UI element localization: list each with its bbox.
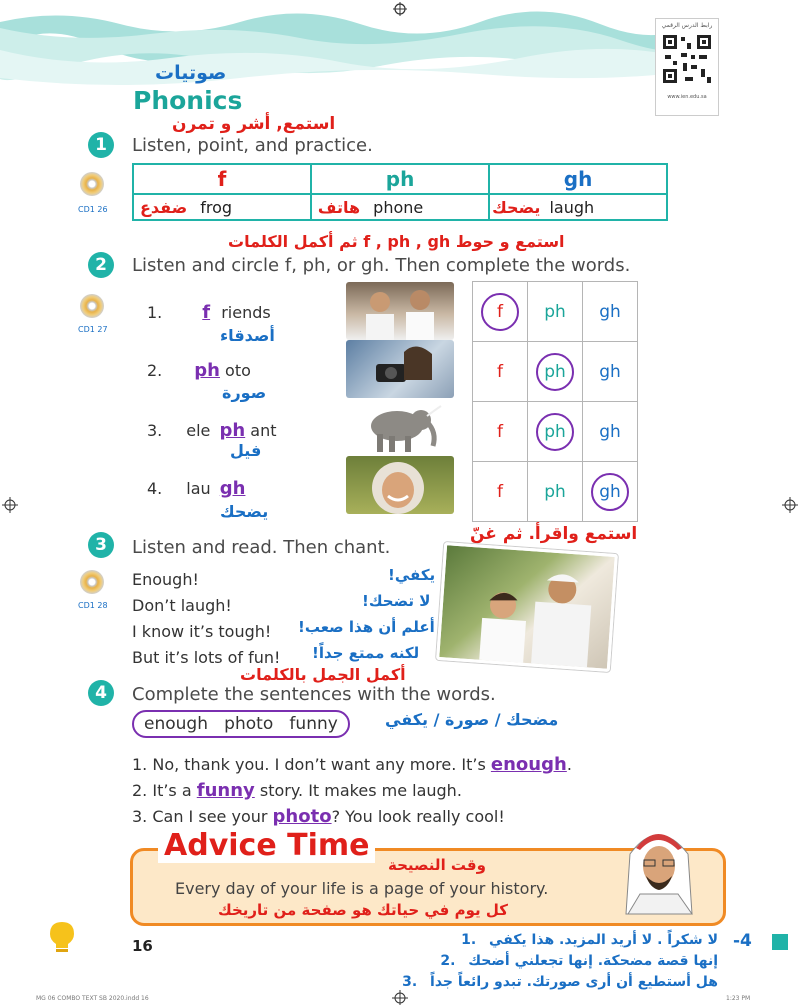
header-gh: gh [489, 164, 667, 194]
item-4 [147, 478, 245, 499]
item-answer: f [202, 302, 211, 323]
item-1-ar: أصدقاء [220, 326, 275, 345]
registration-mark-icon [2, 497, 18, 513]
registration-mark-icon [782, 497, 798, 513]
cell-frog [133, 194, 311, 220]
translation-number: .1 [461, 932, 477, 948]
sentence-text: story. It makes me laugh. [254, 781, 462, 800]
sentence-3 [132, 804, 572, 830]
word-ar: هاتف [317, 197, 361, 217]
cell-laugh [489, 194, 667, 220]
word-bank-ar: مضحك / صورة / يكفي [385, 710, 559, 729]
ex1-number-badge: 1 [88, 132, 114, 158]
ex1-title-ar: استمع, أشر و تمرن [172, 114, 336, 134]
ex3-title-ar: استمع واقرأ. ثم غنّ [470, 524, 638, 544]
sentence-text: . [566, 755, 572, 774]
advice-title-ar: وقت النصيحة [388, 856, 486, 874]
chant-ar-4: لكنه ممتع جداً! [312, 644, 420, 662]
cd-track-label: CD1 28 [78, 601, 108, 610]
registration-mark-icon [392, 990, 408, 1005]
qr-caption: رابط الدرس الرقمي [661, 22, 713, 29]
item-suffix: oto [219, 361, 251, 380]
option-label: ph [544, 481, 566, 502]
word-ar: يضحك [492, 197, 541, 217]
teal-marker [772, 934, 788, 950]
phonics-title-ar: صوتيات [155, 62, 227, 84]
sentence-text: ? You look really cool! [331, 807, 505, 826]
chant-line: I know it’s tough! [132, 622, 272, 641]
photo-camera [346, 340, 454, 398]
ex4-number-badge: 4 [88, 680, 114, 706]
option-label: gh [599, 421, 621, 442]
option-gh-3[interactable] [583, 402, 638, 462]
option-ph-1[interactable] [528, 282, 583, 342]
ex3-instruction: Listen and read. Then chant. [132, 537, 391, 558]
ex1-instruction: Listen, point, and practice. [132, 135, 373, 156]
sentence-text: 1. No, thank you. I don’t want any more. It’s [132, 755, 491, 774]
chant-line: Enough! [132, 570, 199, 589]
item-2 [147, 360, 251, 381]
item-3 [147, 420, 277, 441]
chant-lines [132, 567, 280, 671]
option-gh-4[interactable] [583, 462, 638, 522]
audio-cd-icon[interactable] [80, 570, 104, 594]
item-answer: gh [219, 478, 246, 499]
translation-line-3 [402, 972, 718, 993]
sentence-answer: photo [272, 806, 332, 827]
item-2-ar: صورة [222, 383, 267, 402]
option-ph-3[interactable] [528, 402, 583, 462]
chant-line: Don’t laugh! [132, 596, 232, 615]
photo-laughing-girl [346, 456, 454, 514]
cell-phone [311, 194, 489, 220]
option-gh-1[interactable] [583, 282, 638, 342]
sentence-answer: enough [490, 754, 567, 775]
option-f-2[interactable] [473, 342, 528, 402]
translation-block [402, 930, 718, 993]
option-label: ph [544, 301, 566, 322]
item-suffix: riends [216, 303, 271, 322]
ex2-title-ar: استمع و حوط f , ph , gh ثم أكمل الكلمات [228, 232, 565, 251]
ex4-instruction: Complete the sentences with the words. [132, 684, 496, 705]
ex2-instruction: Listen and circle f, ph, or gh. Then complete the words. [132, 255, 631, 276]
sentence-2 [132, 778, 572, 804]
print-time: 1:23 PM [726, 995, 751, 1002]
translation-number: .2 [440, 953, 456, 969]
option-label: f [497, 361, 503, 382]
sentence-text: 3. Can I see your [132, 807, 273, 826]
choice-grid [472, 281, 638, 522]
qr-code-icon[interactable] [661, 33, 713, 85]
ex3-number-badge: 3 [88, 532, 114, 558]
item-3-ar: فيل [230, 441, 262, 460]
option-label: f [481, 293, 519, 331]
translation-text: إنها قصة مضحكة. إنها تجعلني أضحك [468, 953, 718, 969]
option-f-1[interactable] [473, 282, 528, 342]
header-f: f [133, 164, 311, 194]
item-answer: ph [219, 420, 246, 441]
option-label: gh [591, 473, 629, 511]
photo-father-son [436, 542, 618, 672]
item-1 [147, 302, 271, 323]
item-answer: ph [194, 360, 220, 381]
chant-ar-1: يكفي! [388, 566, 436, 584]
item-number: 4. [147, 479, 163, 498]
item-number: 1. [147, 303, 163, 322]
word-en: laugh [549, 197, 595, 217]
option-gh-2[interactable] [583, 342, 638, 402]
option-label: f [497, 481, 503, 502]
translation-line-2 [402, 951, 718, 972]
sentence-answer: funny [196, 780, 255, 801]
item-prefix: lau [186, 479, 216, 498]
option-ph-4[interactable] [528, 462, 583, 522]
qr-url[interactable]: www.ien.edu.sa [667, 94, 707, 100]
advice-text: Every day of your life is a page of your history. [175, 879, 549, 898]
chant-ar-2: لا تضحك! [362, 592, 431, 610]
option-label: gh [599, 361, 621, 382]
item-4-ar: يضحك [220, 502, 269, 521]
option-label: ph [536, 353, 574, 391]
ex2-number-badge: 2 [88, 252, 114, 278]
chant-ar-3: أعلم أن هذا صعب! [298, 618, 435, 636]
option-label: gh [599, 301, 621, 322]
audio-cd-icon[interactable] [80, 294, 104, 318]
word-ar: ضفدع [140, 197, 188, 217]
item-number: 3. [147, 421, 163, 440]
translation-text: هل أستطيع أن أرى صورتك. تبدو رائعاً جداً [430, 974, 718, 990]
advice-text-ar: كل يوم في حياتك هو صفحة من تاريخك [218, 901, 508, 919]
page-number: 16 [132, 937, 153, 955]
translation-number: .3 [402, 974, 418, 990]
man-illustration [608, 814, 708, 924]
cd-track-label: CD1 26 [78, 205, 108, 214]
option-f-3[interactable] [473, 402, 528, 462]
option-label: f [497, 421, 503, 442]
audio-cd-icon[interactable] [80, 172, 104, 196]
ex4-title-ar: أكمل الجمل بالكلمات [240, 665, 406, 684]
phonics-title: Phonics [133, 86, 243, 115]
header-ph: ph [311, 164, 489, 194]
phonics-table [132, 163, 668, 221]
sentence-text: 2. It’s a [132, 781, 197, 800]
item-number: 2. [147, 361, 163, 380]
word-bank: enough photo funny [132, 710, 350, 738]
translation-line-1 [402, 930, 718, 951]
file-info: MG 06 COMBO TEXT SB 2020.indd 16 [36, 995, 149, 1002]
qr-card [655, 18, 719, 116]
photo-friends [346, 282, 454, 340]
photo-elephant [355, 398, 450, 456]
sentence-1 [132, 752, 572, 778]
word-en: frog [200, 197, 233, 217]
word-en: phone [373, 197, 424, 217]
cd-track-label: CD1 27 [78, 325, 108, 334]
sentences [132, 752, 572, 830]
option-label: ph [536, 413, 574, 451]
option-f-4[interactable] [473, 462, 528, 522]
chant-line: But it’s lots of fun! [132, 648, 281, 667]
translation-text: لا شكراً . لا أريد المزيد. هذا يكفي [489, 932, 718, 948]
option-ph-2[interactable] [528, 342, 583, 402]
lightbulb-icon [44, 918, 80, 954]
advice-title: Advice Time [158, 828, 375, 863]
translation-label: -4 [733, 931, 752, 951]
item-suffix: ant [245, 421, 277, 440]
item-prefix: ele [186, 421, 216, 440]
